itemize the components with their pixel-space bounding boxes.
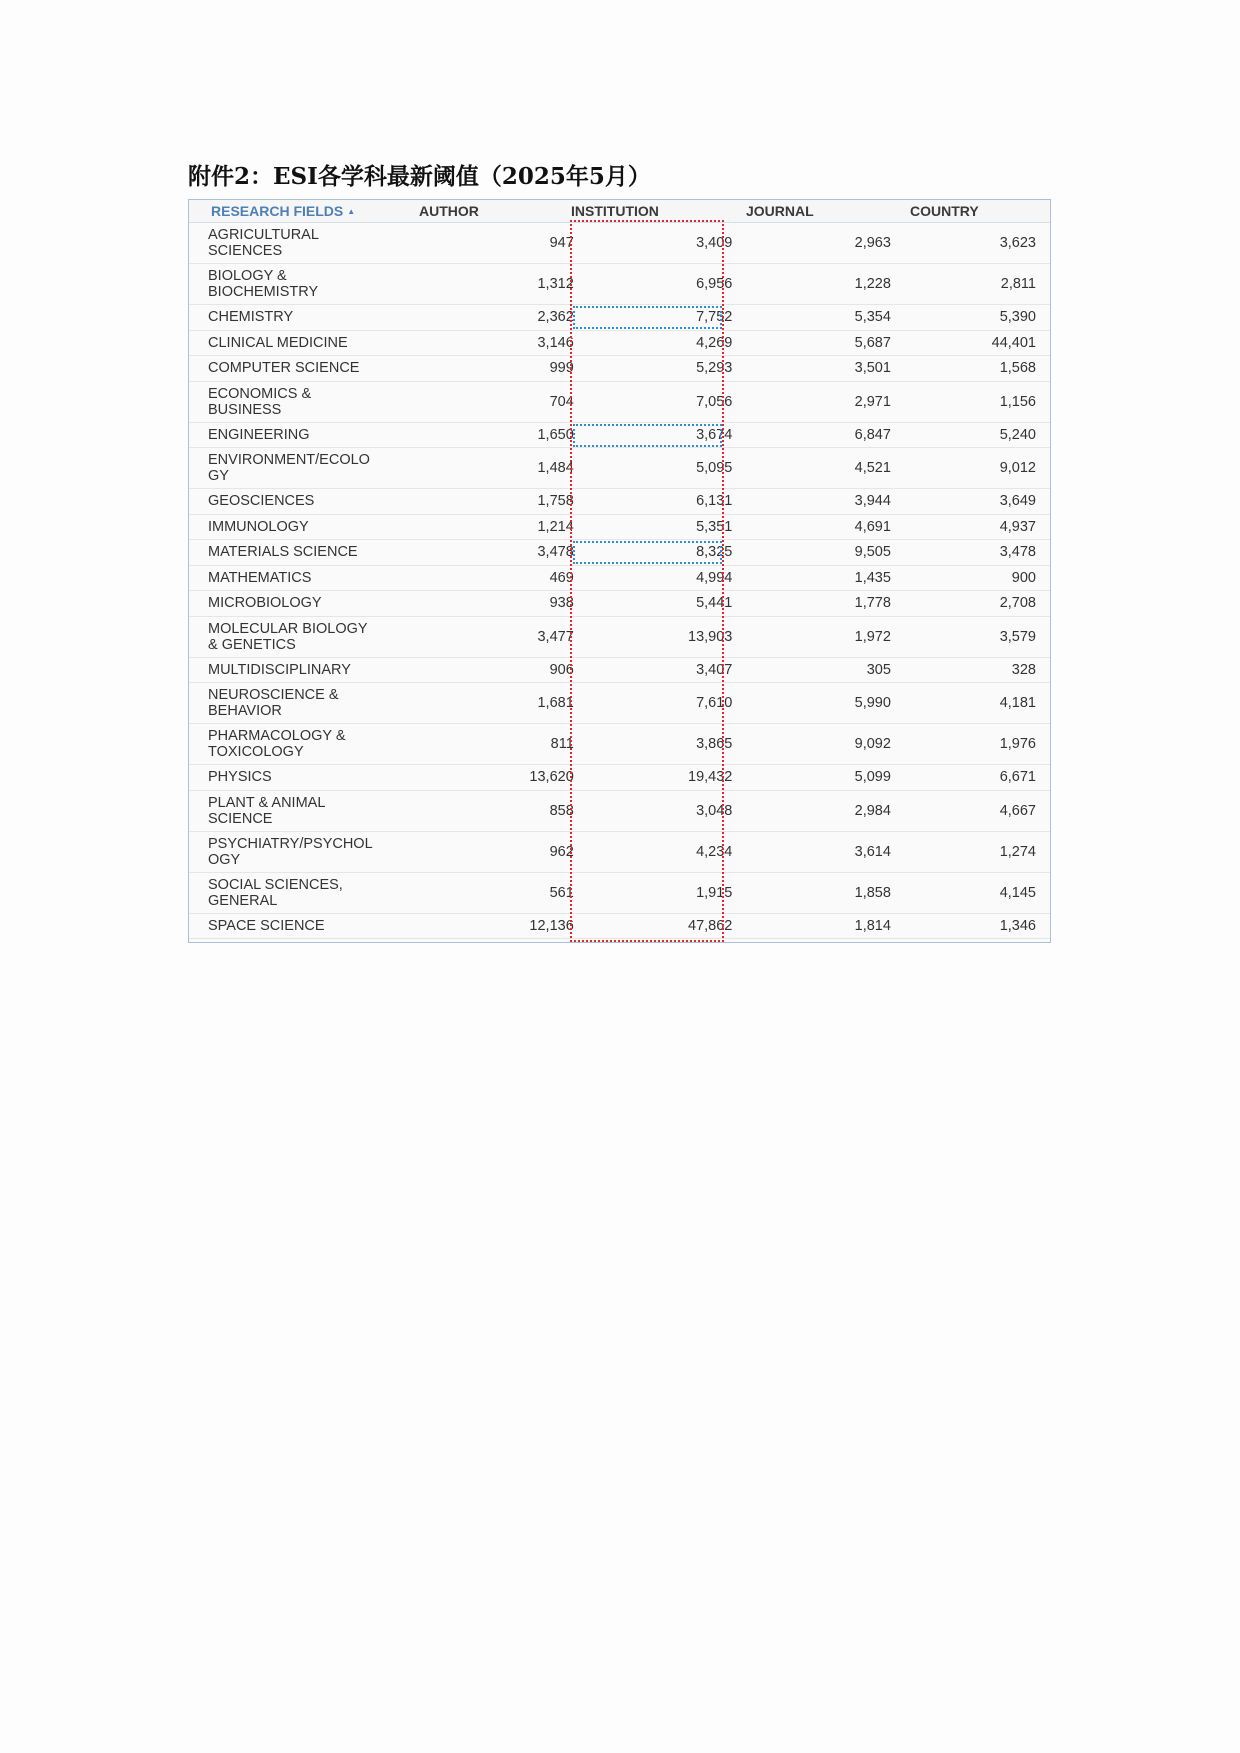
field-name-line: BIOCHEMISTRY [208, 284, 319, 300]
table-body [189, 223, 1050, 939]
cell-country: 4,667 [999, 802, 1036, 819]
cell-journal: 9,505 [854, 544, 891, 561]
cell-country: 6,671 [999, 769, 1036, 786]
cell-journal: 1,814 [854, 917, 891, 934]
table-row [189, 591, 1050, 617]
cell-institution: 19,432 [688, 769, 733, 786]
cell-journal: 1,228 [854, 276, 891, 292]
table-row [189, 658, 1050, 684]
cell-research-field[interactable] [189, 309, 412, 325]
table-row [189, 617, 1050, 658]
cell-research-field[interactable] [189, 427, 412, 443]
table-row [189, 724, 1050, 765]
cell-institution: 3,674 [696, 426, 733, 443]
table-row [189, 423, 1050, 449]
field-name-line: TOXICOLOGY [208, 744, 304, 760]
field-name-line: MATERIALS SCIENCE [208, 544, 358, 561]
cell-author: 1,758 [537, 493, 574, 510]
cell-country: 3,478 [999, 544, 1036, 561]
cell-research-field[interactable] [189, 769, 412, 785]
cell-institution: 7,610 [696, 695, 733, 711]
cell-author: 858 [549, 802, 574, 819]
cell-country: 9,012 [999, 460, 1036, 476]
field-name-line: MULTIDISCIPLINARY [208, 661, 351, 678]
cell-research-field[interactable] [189, 795, 412, 827]
cell-country: 3,623 [999, 235, 1036, 251]
cell-institution: 47,862 [688, 917, 733, 934]
table-row [189, 223, 1050, 264]
cell-author: 999 [549, 360, 574, 377]
cell-country: 1,976 [999, 736, 1036, 752]
field-name-line: COMPUTER SCIENCE [208, 360, 360, 377]
cell-author: 906 [549, 661, 574, 678]
cell-author: 1,312 [537, 276, 574, 292]
field-name-line: PHYSICS [208, 769, 272, 786]
cell-research-field[interactable] [189, 452, 412, 484]
cell-author: 3,146 [537, 334, 574, 351]
cell-institution: 3,409 [696, 235, 733, 251]
table-row [189, 331, 1050, 357]
cell-institution: 4,269 [696, 334, 733, 351]
table-row [189, 566, 1050, 592]
table-row [189, 489, 1050, 515]
cell-research-field[interactable] [189, 227, 412, 259]
cell-journal: 1,435 [854, 569, 891, 586]
cell-author: 962 [549, 843, 574, 860]
sort-ascending-icon[interactable]: ▲ [347, 207, 356, 216]
table-row [189, 382, 1050, 423]
field-name-line: SCIENCES [208, 243, 283, 259]
cell-research-field[interactable] [189, 836, 412, 868]
field-name-line: OGY [208, 851, 241, 868]
cell-author: 3,478 [537, 544, 574, 561]
field-name-line: PHARMACOLOGY & [208, 728, 346, 744]
column-header-label: RESEARCH FIELDS [211, 203, 344, 219]
cell-country: 5,390 [999, 309, 1036, 326]
cell-country: 1,346 [999, 917, 1036, 934]
table-row [189, 540, 1050, 566]
cell-institution: 5,351 [696, 518, 733, 535]
cell-institution: 3,048 [696, 802, 733, 819]
cell-author: 811 [550, 736, 574, 752]
cell-journal: 4,691 [854, 518, 891, 535]
field-name-line: GENERAL [208, 892, 278, 909]
cell-institution: 5,293 [696, 360, 733, 377]
cell-journal: 5,990 [854, 695, 891, 711]
cell-country: 4,937 [999, 518, 1036, 535]
field-name-line: BIOLOGY & [208, 268, 287, 284]
cell-journal: 3,614 [854, 843, 891, 860]
field-name-line: PLANT & ANIMAL [208, 794, 326, 811]
cell-country: 1,568 [999, 360, 1036, 377]
cell-country: 2,708 [999, 595, 1036, 612]
table-row [189, 873, 1050, 914]
table-row [189, 791, 1050, 832]
field-name-line: SOCIAL SCIENCES, [208, 876, 343, 893]
cell-research-field[interactable] [189, 570, 412, 586]
cell-institution: 7,752 [696, 309, 733, 326]
cell-journal: 2,963 [854, 235, 891, 251]
field-name-line: NEUROSCIENCE & [208, 687, 339, 703]
field-name-line: AGRICULTURAL [208, 227, 319, 243]
cell-research-field[interactable] [189, 595, 412, 611]
cell-journal: 9,092 [854, 736, 891, 752]
cell-journal: 6,847 [854, 426, 891, 443]
cell-journal: 5,687 [854, 334, 891, 351]
table-row [189, 356, 1050, 382]
cell-journal: 3,501 [854, 360, 891, 377]
field-name-line: SPACE SCIENCE [208, 917, 325, 934]
cell-country: 1,274 [999, 843, 1036, 860]
column-header-institution[interactable]: INSTITUTION [571, 203, 659, 219]
field-name-line: MICROBIOLOGY [208, 595, 322, 612]
cell-country: 4,145 [999, 884, 1036, 901]
table-row [189, 832, 1050, 873]
cell-institution: 6,131 [696, 493, 733, 510]
cell-institution: 3,865 [696, 736, 733, 752]
cell-country: 328 [1011, 661, 1036, 678]
document-title: 附件2：ESI各学科最新阈值（2025年5月） [188, 163, 651, 190]
field-name-line: IMMUNOLOGY [208, 518, 309, 535]
cell-research-field[interactable] [189, 877, 412, 909]
field-name-line: CLINICAL MEDICINE [208, 334, 348, 351]
cell-author: 561 [549, 884, 574, 901]
cell-author: 469 [549, 569, 574, 586]
cell-research-field[interactable] [189, 493, 412, 509]
cell-author: 1,681 [537, 695, 574, 711]
cell-country: 4,181 [999, 695, 1036, 711]
cell-research-field[interactable] [189, 544, 412, 560]
table-row [189, 765, 1050, 791]
field-name-line: BUSINESS [208, 401, 282, 418]
cell-country: 900 [1011, 569, 1036, 586]
table-row [189, 264, 1050, 305]
cell-research-field[interactable] [189, 621, 412, 653]
cell-journal: 3,944 [854, 493, 891, 510]
cell-research-field[interactable] [189, 728, 412, 760]
cell-country: 3,579 [999, 628, 1036, 645]
cell-journal: 5,354 [854, 309, 891, 326]
cell-journal: 1,778 [854, 595, 891, 612]
column-header-author[interactable]: AUTHOR [419, 203, 479, 219]
cell-institution: 7,056 [696, 393, 733, 410]
cell-institution: 6,956 [696, 276, 733, 292]
cell-institution: 1,915 [696, 884, 733, 901]
cell-country: 44,401 [991, 334, 1036, 351]
cell-research-field[interactable] [189, 687, 412, 719]
table-header [189, 200, 1050, 223]
field-name-line: ENGINEERING [208, 426, 310, 443]
cell-institution: 4,234 [696, 843, 733, 860]
table-row [189, 515, 1050, 541]
cell-author: 704 [549, 393, 574, 410]
field-name-line: & GENETICS [208, 636, 296, 653]
field-name-line: PSYCHIATRY/PSYCHOL [208, 835, 373, 852]
field-name-line: CHEMISTRY [208, 309, 294, 326]
field-name-line: GY [208, 468, 229, 484]
cell-journal: 5,099 [854, 769, 891, 786]
table-row [189, 914, 1050, 940]
cell-research-field[interactable] [189, 386, 412, 418]
cell-journal: 2,971 [854, 393, 891, 410]
table-row [189, 683, 1050, 724]
cell-author: 1,214 [537, 518, 574, 535]
field-name-line: ECONOMICS & [208, 385, 312, 402]
cell-author: 1,650 [537, 426, 574, 443]
field-name-line: ENVIRONMENT/ECOLO [208, 452, 370, 468]
cell-journal: 2,984 [854, 802, 891, 819]
cell-country: 2,811 [1000, 276, 1036, 292]
cell-institution: 3,407 [696, 661, 733, 678]
cell-institution: 4,994 [696, 569, 733, 586]
cell-author: 3,477 [537, 628, 574, 645]
cell-institution: 5,095 [696, 460, 733, 476]
field-name-line: MOLECULAR BIOLOGY [208, 620, 368, 637]
cell-institution: 13,903 [688, 628, 733, 645]
cell-journal: 1,858 [854, 884, 891, 901]
field-name-line: MATHEMATICS [208, 569, 312, 586]
field-name-line: BEHAVIOR [208, 703, 282, 719]
cell-author: 13,620 [529, 769, 574, 786]
cell-journal: 1,972 [854, 628, 891, 645]
field-name-line: GEOSCIENCES [208, 493, 315, 510]
table-row [189, 448, 1050, 489]
column-header-research-fields[interactable] [189, 203, 419, 219]
cell-author: 12,136 [529, 917, 574, 934]
cell-research-field[interactable] [189, 519, 412, 535]
cell-country: 5,240 [999, 426, 1036, 443]
cell-country: 1,156 [999, 393, 1036, 410]
table-row [189, 305, 1050, 331]
cell-journal: 4,521 [854, 460, 891, 476]
cell-institution: 5,441 [696, 595, 733, 612]
cell-author: 947 [549, 235, 574, 251]
cell-research-field[interactable] [189, 268, 412, 300]
cell-research-field[interactable] [189, 335, 412, 351]
cell-author: 938 [549, 595, 574, 612]
column-header-journal[interactable]: JOURNAL [746, 203, 814, 219]
cell-author: 2,362 [537, 309, 574, 326]
cell-research-field[interactable] [189, 360, 412, 376]
cell-journal: 305 [866, 661, 891, 678]
cell-research-field[interactable] [189, 662, 412, 678]
cell-country: 3,649 [999, 493, 1036, 510]
column-header-country[interactable]: COUNTRY [910, 203, 979, 219]
cell-institution: 8,325 [696, 544, 733, 561]
esi-threshold-table [188, 199, 1051, 943]
cell-research-field[interactable] [189, 918, 412, 934]
field-name-line: SCIENCE [208, 810, 273, 827]
cell-author: 1,484 [537, 460, 574, 476]
